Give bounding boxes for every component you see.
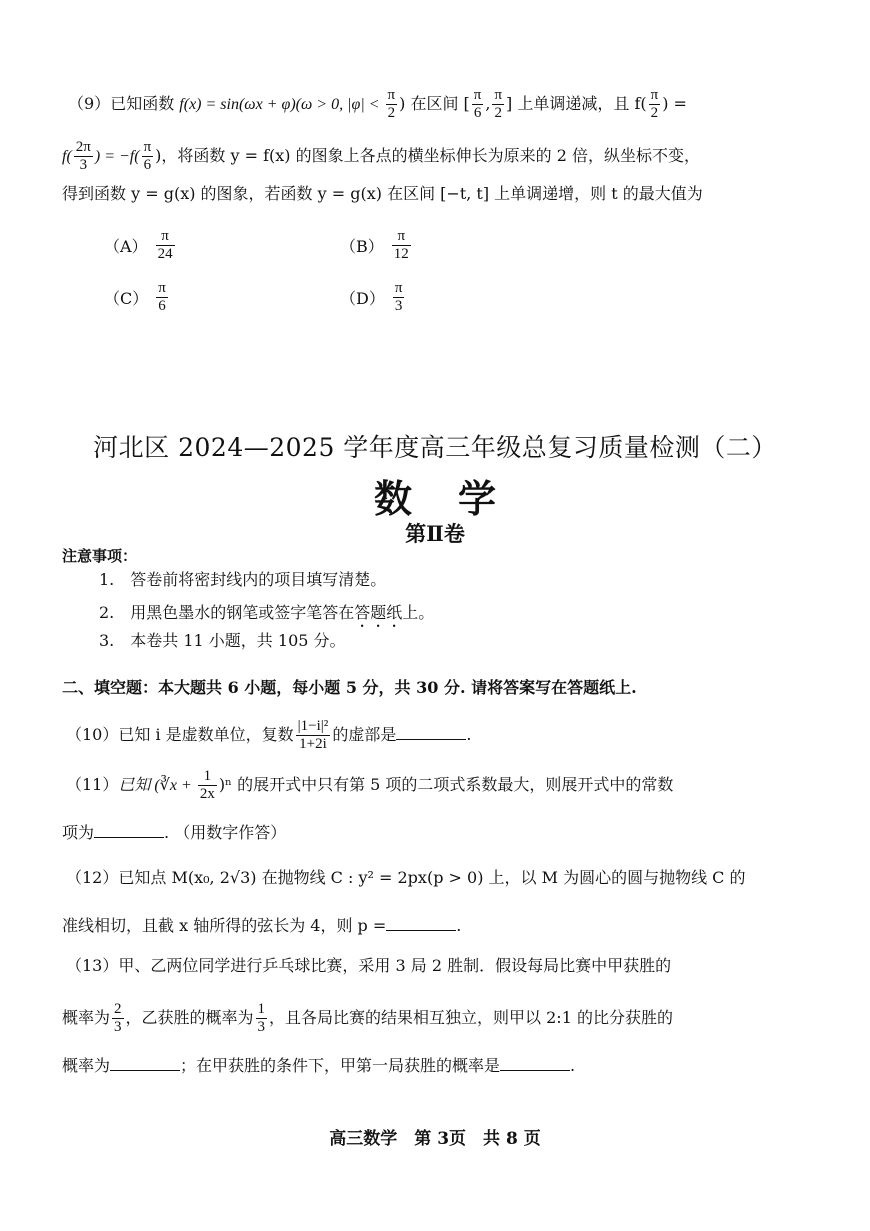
answer-blank[interactable] xyxy=(500,1056,570,1071)
q11-number: （11） xyxy=(66,775,119,794)
volume-title: 第Ⅱ卷 xyxy=(405,521,465,546)
q13-line-3: 概率为 ；在甲获胜的条件下，甲第一局获胜的概率是 . xyxy=(62,1056,576,1075)
exam-title: 河北区 2024—2025 学年度高三年级总复习质量检测（二） xyxy=(93,433,777,462)
fraction: $\frac{\pi}{6}$ xyxy=(143,139,152,173)
q10: （10）已知 i 是虚数单位，复数 $\frac{\text{|1−i|²}}{1+2i}$ 的虚部是 . xyxy=(66,718,472,752)
q9-option-d[interactable]: （D） $\frac{\pi}{3}$ xyxy=(340,280,403,314)
q11-line-1: （11）已知 (∛x + $\frac{1}{2x}$ )ⁿ 的展开式中只有第 5 项的二项式系数最大，则展开式中的常数 xyxy=(66,768,674,802)
fraction: $\frac{\pi}{2}$ xyxy=(494,87,503,121)
q9-line-2: f( $\frac{2\pi}{3}$ ) = −f( $\frac{\pi}{6}$ )，将函数 y = f(x) 的图象上各点的横坐标伸长为原来的 2 倍，纵坐标不变， xyxy=(62,139,700,173)
q12-number: （12） xyxy=(66,868,119,887)
answer-blank[interactable] xyxy=(396,725,466,740)
q9-option-c[interactable]: （C） $\frac{\pi}{6}$ xyxy=(104,280,166,314)
q9-number: （9） xyxy=(68,94,111,113)
q10-number: （10） xyxy=(66,725,119,744)
fraction: $\frac{\text{|1−i|²}}{1+2i}$ xyxy=(297,718,329,752)
fraction: $\frac{2\pi}{3}$ xyxy=(75,139,91,173)
section-heading: 二、填空题：本大题共 6 小题，每小题 5 分，共 30 分. 请将答案写在答题纸上. xyxy=(62,678,637,697)
notice-item-2: 2. 用黑色墨水的钢笔或签字笔答在答题纸上。 xyxy=(99,603,435,622)
q9-line-1: （9）已知函数 f(x) = sin(ωx + φ)(ω > 0, |φ| < $\frac{\pi}{2}$ ) 在区间 [ $\frac{\pi}{6}$ , $\frac{\pi}{2}$ ] 上单调递减，且 f( $\frac{\pi}{2}$ ) = xyxy=(68,87,687,121)
page-footer: 高三数学 第 3页 共 8 页 xyxy=(329,1129,541,1149)
notice-heading: 注意事项： xyxy=(62,547,138,565)
fraction: $\frac{\pi}{6}$ xyxy=(473,87,482,121)
notice-item-1: 1. 答卷前将密封线内的项目填写清楚。 xyxy=(99,570,387,589)
answer-blank[interactable] xyxy=(94,823,164,838)
q9-line-3: 得到函数 y = g(x) 的图象，若函数 y = g(x) 在区间 [−t, t] 上单调递增，则 t 的最大值为 xyxy=(62,184,703,203)
fraction: $\frac{1}{2x}$ xyxy=(199,768,215,802)
fraction: $\frac{2}{3}$ xyxy=(114,1001,122,1035)
answer-blank[interactable] xyxy=(110,1056,180,1071)
q9-option-a[interactable]: （A） $\frac{\pi}{24}$ xyxy=(104,228,173,262)
q13-number: （13） xyxy=(66,956,119,975)
q13-line-1: （13）甲、乙两位同学进行乒乓球比赛，采用 3 局 2 胜制．假设每局比赛中甲获胜的 xyxy=(66,956,672,975)
q12-line-2: 准线相切，且截 x 轴所得的弦长为 4，则 p = . xyxy=(62,916,462,935)
q9-option-b[interactable]: （B） $\frac{\pi}{12}$ xyxy=(340,228,409,262)
q13-line-2: 概率为 $\frac{2}{3}$ ，乙获胜的概率为 $\frac{1}{3}$ ，且各局比赛的结果相互独立，则甲以 2:1 的比分获胜的 xyxy=(62,1001,673,1035)
fraction: $\frac{\pi}{2}$ xyxy=(650,87,659,121)
notice-item-3: 3. 本卷共 11 小题，共 105 分。 xyxy=(99,631,346,650)
subject-title: 数学 xyxy=(373,476,542,521)
fraction: $\frac{1}{3}$ xyxy=(257,1001,266,1035)
q11-line-2: 项为 . （用数字作答） xyxy=(62,823,287,842)
fraction: $\frac{\pi}{2}$ xyxy=(387,87,396,121)
q12-line-1: （12）已知点 M(x₀, 2√3) 在抛物线 C : y² = 2px(p > 0) 上，以 M 为圆心的圆与抛物线 C 的 xyxy=(66,868,746,887)
answer-blank[interactable] xyxy=(386,916,456,931)
